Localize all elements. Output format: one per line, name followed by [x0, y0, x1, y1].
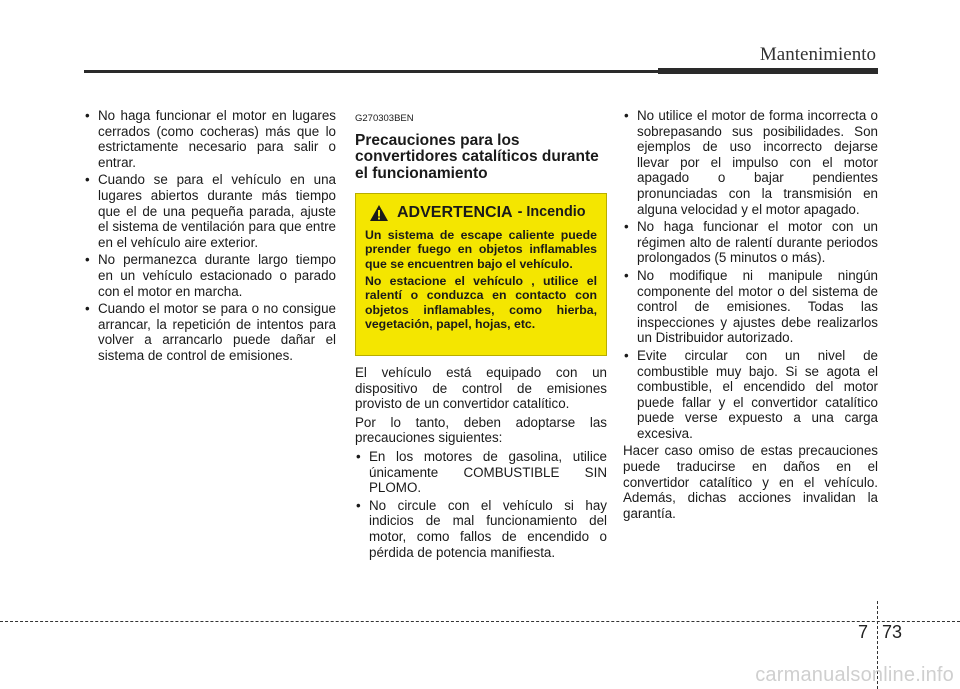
list-item: • No modifique ni manipule ningún componente del motor o del sistema de control de emisiones. Todas las inspecciones y ajustes debe realizarlos un Distribuidor autorizado. — [623, 268, 878, 346]
warning-text: No estacione el vehículo , utilice el ralentí o conduzca en contacto con objetos inflamables, como hierba, vegetación, papel, hojas, etc. — [365, 273, 597, 331]
page-number: 73 — [882, 622, 903, 642]
bullet-list — [623, 108, 878, 441]
list-item: • Cuando el motor se para o no consigue arrancar, la repetición de intentos para volver a arrancarlo puede dañar el sistema de control de emisiones. — [84, 301, 336, 363]
column-right — [623, 108, 878, 524]
warning-header — [369, 204, 597, 222]
section-code: G270303BEN — [355, 113, 414, 124]
list-item: • No haga funcionar el motor con un régimen alto de ralentí durante periodos prolongados (5 minutos o más). — [623, 219, 878, 266]
list-item: • No circule con el vehículo si hay indicios de mal funcionamiento del motor, como fallos de encendido o pérdida de potencia manifiesta. — [355, 498, 607, 560]
warning-triangle-icon — [369, 204, 389, 222]
list-item: • No utilice el motor de forma incorrecta o sobrepasando sus posibilidades. Son ejemplos de uso incorrecto dejarse llevar por el impulso con el motor apagado o bajar pendientes pronunciadas con la transmisión en alguna velocidad y el motor apagado. — [623, 108, 878, 217]
paragraph: Hacer caso omiso de estas precauciones puede traducirse en daños en el convertidor catalítico y en el vehículo. Además, dichas acciones invalidan la garantía. — [623, 443, 878, 521]
watermark-text: carmanualsonline.info — [755, 664, 954, 686]
warning-box — [355, 193, 607, 356]
paragraph: El vehículo está equipado con un dispositivo de control de emisiones provisto de un convertidor catalítico. — [355, 365, 607, 412]
warning-subtitle: - Incendio — [517, 204, 586, 221]
list-item: • Evite circular con un nivel de combustible muy bajo. Si se agota el combustible, el encendido del motor puede fallar y el convertidor catalítico puede verse expuesto a una carga excesiva. — [623, 348, 878, 442]
section-heading: Precauciones para los convertidores catalíticos durante el funcionamiento — [355, 131, 599, 182]
bullet-list — [84, 108, 336, 364]
list-item: • No permanezca durante largo tiempo en un vehículo estacionado o parado con el motor en marcha. — [84, 252, 336, 299]
warning-text: Un sistema de escape caliente puede prender fuego en objetos inflamables que se encuentren bajo el vehículo. — [365, 228, 597, 271]
page-section-title: Mantenimiento — [759, 44, 876, 65]
list-item: • Cuando se para el vehículo en una lugares abiertos durante más tiempo que el de una pequeña parada, ajuste el sistema de ventilación para que entre en el vehículo aire exterior. — [84, 172, 336, 250]
list-item: • En los motores de gasolina, utilice únicamente COMBUSTIBLE SIN PLOMO. — [355, 449, 607, 496]
column-left — [84, 108, 336, 366]
chapter-number: 7 — [858, 622, 869, 642]
paragraph: Por lo tanto, deben adoptarse las precauciones siguientes: — [355, 414, 607, 446]
footer-rule — [0, 621, 960, 622]
header-rule-accent — [658, 68, 878, 74]
warning-label: ADVERTENCIA — [397, 204, 513, 222]
bullet-list — [355, 449, 607, 560]
list-item: • No haga funcionar el motor en lugares cerrados (como cocheras) más que lo estrictamente necesario para salir o entrar. — [84, 108, 336, 170]
column-middle — [355, 108, 607, 562]
